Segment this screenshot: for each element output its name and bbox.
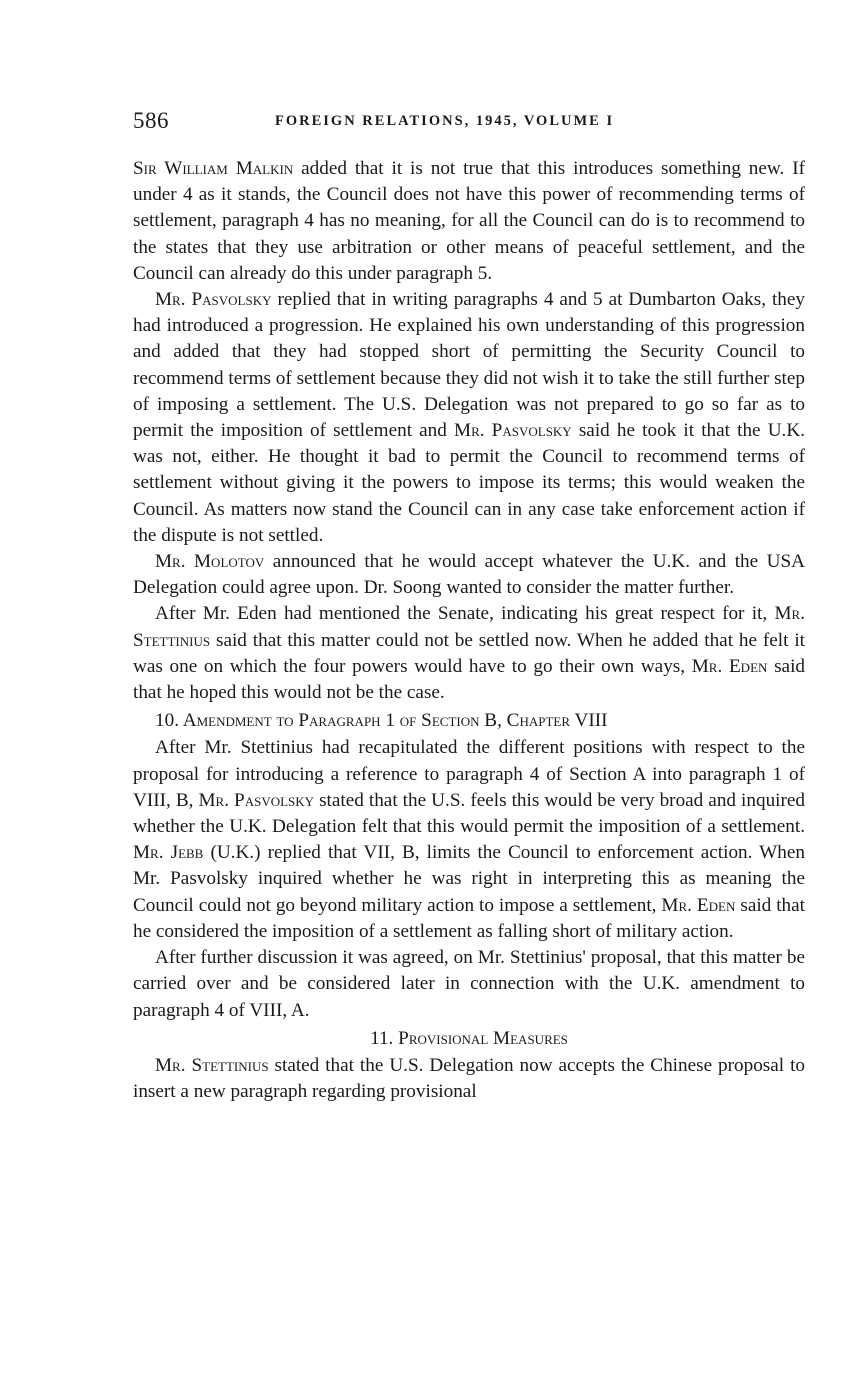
speaker-name: Mr. Pasvolsky <box>155 289 272 311</box>
paragraph-text: said that he considered the imposition of a settlement as falling short of military action. <box>133 894 805 942</box>
page-header <box>133 108 805 142</box>
paragraph-text: announced that he would accept whatever the U.K. and the USA Delegation could agree upon. Dr. Soong wanted to consider the matter further. <box>133 551 805 599</box>
page-number: 586 <box>133 108 169 133</box>
section-heading-10: 10. Amendment to Paragraph 1 of Section B, Chapter VIII <box>155 710 608 732</box>
speaker-name: Mr. Pasvolsky <box>198 789 315 811</box>
paragraph-molotov <box>133 549 805 601</box>
speaker-name: Mr. Stettinius <box>155 1054 269 1076</box>
speaker-name: Mr. Pasvolsky <box>454 420 572 442</box>
speaker-name: Mr. Jebb <box>133 842 204 864</box>
running-title: FOREIGN RELATIONS, 1945, VOLUME I <box>275 113 615 129</box>
speaker-name: Mr. Molotov <box>155 551 265 573</box>
paragraph-pasvolsky-reply <box>133 287 805 549</box>
speaker-name: Mr. Stettinius <box>133 603 805 651</box>
paragraph-text: said that this matter could not be settled now. When he added that he felt it was one on which the four powers would have to go their own ways, <box>133 629 805 677</box>
paragraph-text: said he took it that the U.K. was not, either. He thought it bad to permit the Council to recommend terms of settlement without giving it the powers to impose its terms; this would weaken the Council. As matters now stand the Council can in any case take enforcement action if the dispute is not settled. <box>133 420 805 546</box>
paragraph-agreement <box>133 945 805 1024</box>
speaker-name: Mr. Eden <box>691 655 768 677</box>
paragraph-text: added that it is not true that this introduces something new. If under 4 as it stands, the Council does not have this power of recommending terms of settlement, paragraph 4 has no meaning, for all the Council can do is to recommend to the states that they use arbitration or other means of peaceful settlement, and the Council can already do this under paragraph 5. <box>133 158 806 284</box>
paragraph-text: After Mr. Eden had mentioned the Senate, indicating his great respect for it, <box>155 603 775 625</box>
paragraph-text: After Mr. Stettinius had recapitulated the different positions with respect to the proposal for introducing a reference to paragraph 4 of Section A into paragraph 1 of VIII, B, <box>133 737 805 811</box>
speaker-name: Sir William Malkin <box>133 158 294 179</box>
paragraph-amendment-discussion <box>133 735 805 945</box>
section-heading-11: 11. Provisional Measures <box>370 1027 568 1049</box>
paragraph-malkin <box>133 156 805 287</box>
document-page <box>133 108 805 1105</box>
paragraph-eden-senate <box>133 601 805 706</box>
speaker-name: Mr. Eden <box>661 894 736 916</box>
paragraph-text: said that he hoped this would not be the case. <box>133 655 805 704</box>
paragraph-text: replied that in writing paragraphs 4 and 5 at Dumbarton Oaks, they had introduced a progression. He explained his own understanding of this progression and added that they had stopped short of permitting the Security Council to recommend terms of settlement because they did not wish it to take the still further step of imposing a settlement. The U.S. Delegation was not prepared to go so far as to permit the imposition of settlement and <box>133 289 806 442</box>
paragraph-text: (U.K.) replied that VII, B, limits the Council to enforcement action. When Mr. Pasvolsky inquired whether he was right in interpreting this as meaning the Council could not go beyond military action to impose a settlement, <box>133 842 805 916</box>
paragraph-stettinius-provisional <box>133 1053 805 1105</box>
paragraph-text: After further discussion it was agreed, on Mr. Stettinius' proposal, that this matter be carried over and be considered later in connection with the U.K. amendment to paragraph 4 of VIII, A. <box>133 947 805 1021</box>
paragraph-text: stated that the U.S. feels this would be very broad and inquired whether the U.K. Delegation felt that this would permit the imposition of a settlement. <box>133 789 805 838</box>
paragraph-text: stated that the U.S. Delegation now accepts the Chinese proposal to insert a new paragraph regarding provisional <box>133 1054 805 1103</box>
